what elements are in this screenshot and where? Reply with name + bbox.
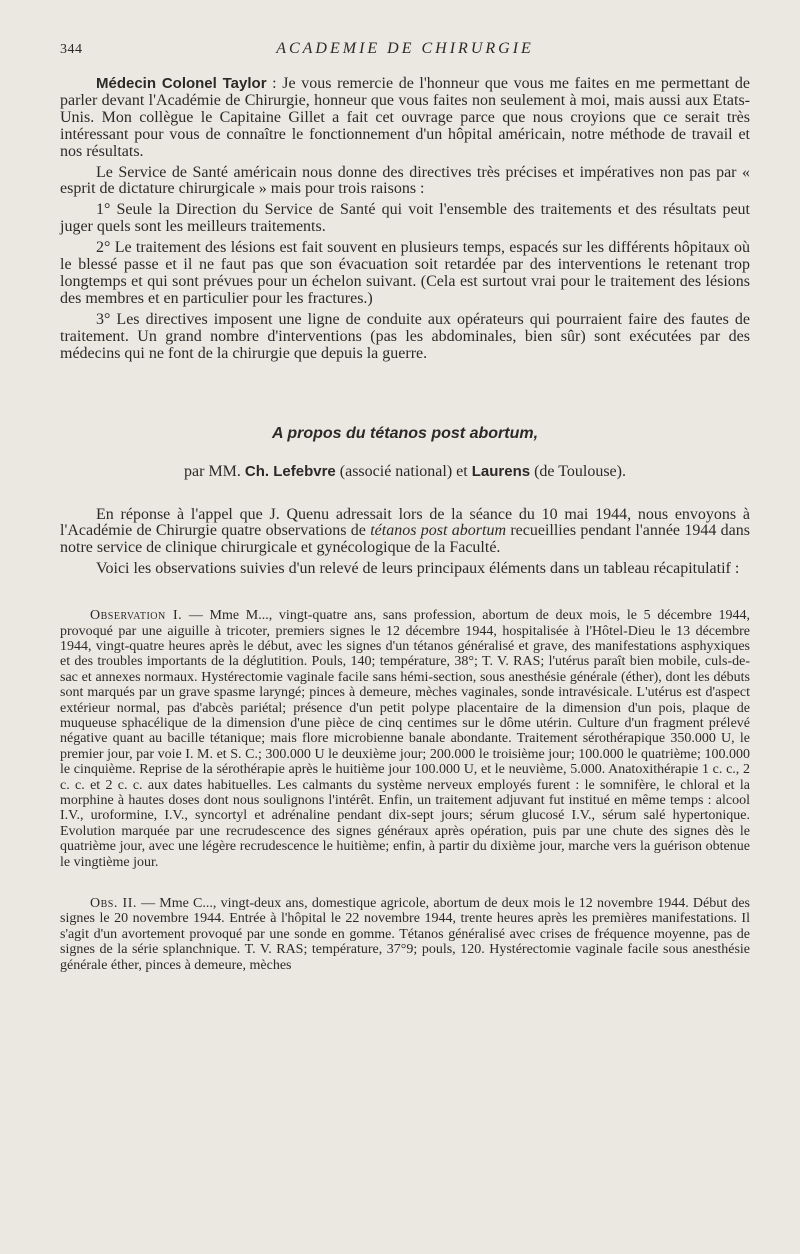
page-number: 344 — [60, 42, 83, 57]
speaker-name: Médecin Colonel Taylor — [96, 75, 267, 92]
observation-text: — Mme M..., vingt-quatre ans, sans profession, abortum de deux mois, le 5 décembre 1944, provoqué par une aiguille à tricoter, premiers signes le 12 décembre 1944, hospitalisée à l'Hôtel-Dieu le 13 décembre 1944, vingt-quatre heures après le début, avec les signes d'un tétanos généralisé et grave, des manifestations asphyxiques et des troubles importants de la déglutition. Pouls, 140; température, 38°; T. V. RAS; l'utérus paraît bien mobile, culs-de-sac et annexes normaux. Hystérectomie vaginale facile sans hémi-section, sous anesthésie générale (éther), dont les débuts sont marqués par un grave spasme laryngé; pinces à demeure, mèches vaginales, sonde intravésicale. L'utérus est d'aspect extérieur normal, pas d'abcès pariétal; présence d'un petit polype placentaire de la dimension d'un pois, plaque de muqueuse sphacélique de la dimension d'une pièce de cinq centimes sur le dôme utérin. Culture d'un fragment prélevé négative quant au bacille tétanique; mais flore microbienne banale abondante. Traitement sérothérapique 350.000 U, le premier jour, par voie I. M. et S. C.; 300.000 U le deuxième jour; 200.000 le troisième jour; 100.000 le quatrième; 100.000 le cinquième. Reprise de la sérothérapie après le huitième jour 100.000 U, et le neuvième, 5.000. Anatoxithérapie 1 c. c., 2 c. c. et 2 c. c. aux dates habituelles. Les calmants du système nerveux employés furent : le somnifère, le chloral et la morphine à hautes doses dont nous soulignons l'intérêt. Enfin, un traitement adjuvant fut institué en même temps : alcool I.V., uroformine, I.V., syncortyl et adrénaline pendant dix-sept jours; sérum glucosé I.V., sérum salé hypertonique. Evolution marquée par une recrudescence des signes généraux après opération, puis par une chute des signes dès le quatrième jour, avec une légère recrudescence le huitième; enfin, à partir du dixième jour, marche vers la guérison obtenue le vingtième jour. — [60, 608, 750, 870]
observation-label: Observation I. — [90, 608, 183, 624]
discussion-paragraph-3: 1° Seule la Direction du Service de Santé qui voit l'ensemble des traitements et des résultats peut juger quels sont les meilleurs traitements. — [60, 201, 750, 236]
discussion-paragraph-5: 3° Les directives imposent une ligne de conduite aux opérateurs qui pourraient faire des fautes de traitement. Un grand nombre d'interventions (pas les abdominales, bien sûr) sont exécutées par des médecins qui ne font de la chirurgie que depuis la guerre. — [60, 310, 750, 362]
observation-label: Obs. II. — [90, 896, 137, 912]
intro-paragraph-2: Voici les observations suivies d'un relevé de leurs principaux éléments dans un tableau récapitulatif : — [96, 560, 740, 578]
byline-end: (de Toulouse). — [530, 462, 626, 480]
observation-1 — [60, 608, 750, 870]
observation-paragraph — [60, 896, 750, 973]
discussion-paragraph-2: Le Service de Santé américain nous donne des directives très précises et impératives non pas par « esprit de dictature chirurgicale » mais pour trois raisons : — [60, 163, 750, 198]
journal-title: ACADEMIE DE CHIRURGIE — [276, 40, 534, 57]
discussion-text-1: : Je vous remercie de l'honneur que vous me faites en me permettant de parler devant l'Académie de Chirurgie, honneur que vous faites non seulement à moi, mais aussi aux Etats-Unis. Mon collègue le Capitaine Gillet a fait cet ouvrage parce que nous croyions que ce serait très intéressant pour vous de connaître le fonctionnement d'un hôpital américain, notre méthode de travail et nos résultats. — [60, 75, 750, 160]
discussion-section — [60, 76, 750, 363]
byline-par: par MM. — [184, 462, 245, 480]
intro-emphasis: tétanos post abortum — [370, 522, 507, 540]
byline-mid: (associé national) et — [335, 462, 472, 480]
article-intro — [60, 507, 750, 579]
observation-text: — Mme C..., vingt-deux ans, domestique agricole, abortum de deux mois le 12 novembre 1944. Début des signes le 20 novembre 1944. Entrée à l'hôpital le 22 novembre 1944, trente heures après les premières manifestations. Il s'agit d'un avortement provoqué par une sonde en gomme. Tétanos généralisé avec crises de fréquence moyenne, pas de signes de la série splanchnique. T. V. RAS; température, 37°9; pouls, 120. Hystérectomie vaginale facile sous anesthésie générale éther, pinces à demeure, mèches — [60, 896, 750, 973]
running-header — [60, 38, 750, 62]
article-title: A propos du tétanos post abortum, — [271, 424, 539, 442]
observation-paragraph — [60, 608, 750, 870]
intro-text-b: recueillies pendant l'année 1944 dans notre service de clinique chirurgicale et gynécologique de la Faculté. — [60, 522, 751, 557]
intro-text-a: En réponse à l'appel que J. Quenu adressait lors de la séance du 10 mai 1944, nous envoyons à l'Académie de Chirurgie quatre observations de — [60, 505, 750, 540]
author-1: Ch. Lefebvre — [244, 462, 336, 480]
discussion-paragraph-4: 2° Le traitement des lésions est fait souvent en plusieurs temps, espacés sur les différents hôpitaux où le blessé passe et il ne faut pas que son évacuation soit retardée par des interventions le retenant trop longtemps et qui sont prévues pour un échelon suivant. (Cela est surtout vrai pour le traitement des lésions des membres et en particulier pour les fractures.) — [60, 239, 750, 307]
author-2: Laurens — [471, 462, 531, 480]
byline — [60, 463, 750, 481]
discussion-paragraph-1 — [60, 76, 750, 161]
intro-paragraph-1 — [60, 507, 750, 558]
observation-2 — [60, 896, 750, 973]
